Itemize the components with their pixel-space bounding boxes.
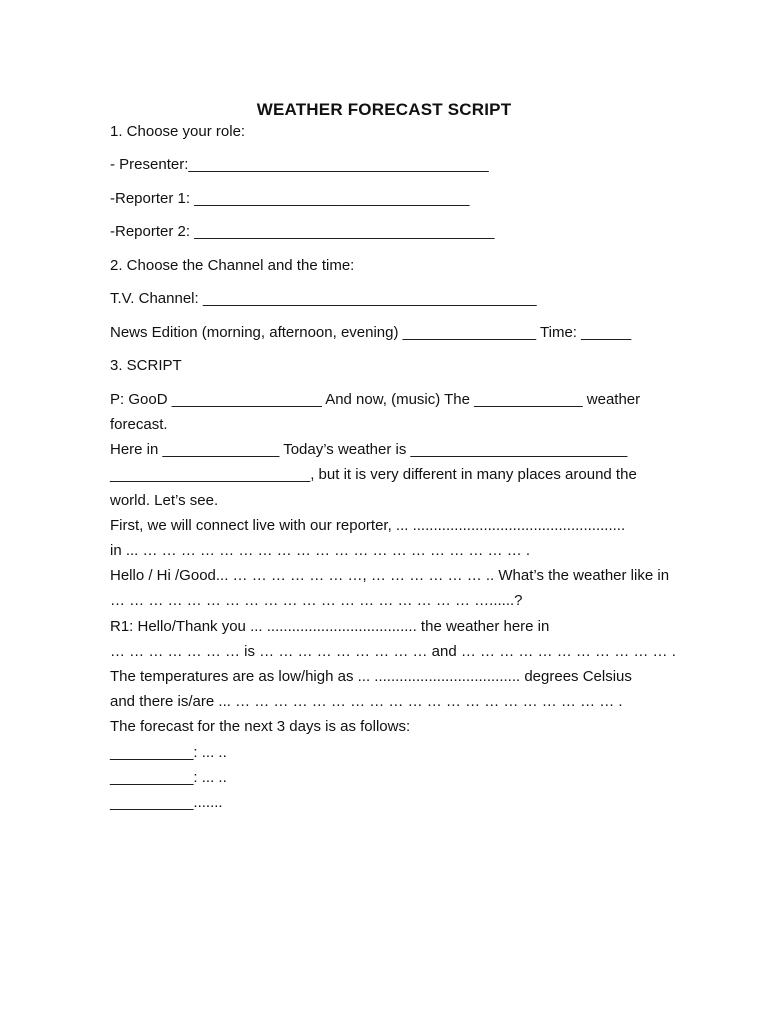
forecast-day-line: __________: ... .. (110, 769, 227, 786)
news-edition-line: News Edition (morning, afternoon, evening) ________________ Time: ______ (110, 324, 632, 341)
forecast-day-line: __________....... (110, 794, 223, 811)
reporter-1-line: -Reporter 1: _________________________________ (110, 190, 470, 207)
script-line: in ... … … … … … … … … … … … … … … … … … … … … . (110, 542, 531, 559)
section-3-heading: 3. SCRIPT (110, 357, 182, 374)
script-line: … … … … … … … is … … … … … … … … … and … … … … … … … … … … … . (110, 643, 676, 660)
reporter-2-line: -Reporter 2: ____________________________________ (110, 223, 495, 240)
forecast-day-line: __________: ... .. (110, 744, 227, 761)
page-title: WEATHER FORECAST SCRIPT (256, 100, 512, 119)
script-line: Hello / Hi /Good... … … … … … … …, … … … … … … .. What’s the weather like in (110, 567, 670, 584)
tv-channel-line: T.V. Channel: ________________________________________ (110, 290, 537, 307)
script-line: world. Let’s see. (110, 492, 219, 509)
script-line: First, we will connect live with our reporter, ... ................................................... (110, 517, 626, 534)
script-line: Here in ______________ Today’s weather is __________________________ (110, 441, 628, 458)
section-2-heading: 2. Choose the Channel and the time: (110, 257, 355, 274)
script-line: P: GooD __________________ And now, (music) The _____________ weather (110, 391, 641, 408)
script-line: forecast. (110, 416, 168, 433)
script-line: R1: Hello/Thank you ... .................................... the weather here in (110, 618, 550, 635)
script-line: The forecast for the next 3 days is as follows: (110, 718, 411, 735)
section-1-heading: 1. Choose your role: (110, 123, 246, 140)
script-line: ________________________, but it is very different in many places around the (110, 466, 637, 483)
script-line: The temperatures are as low/high as ... ................................... degrees Celsius (110, 668, 632, 685)
script-line: and there is/are ... … … … … … … … … … … … … … … … … … … … … . (110, 693, 623, 710)
script-line: … … … … … … … … … … … … … … … … … … … …......? (110, 592, 523, 609)
presenter-line: - Presenter:____________________________________ (110, 156, 489, 173)
